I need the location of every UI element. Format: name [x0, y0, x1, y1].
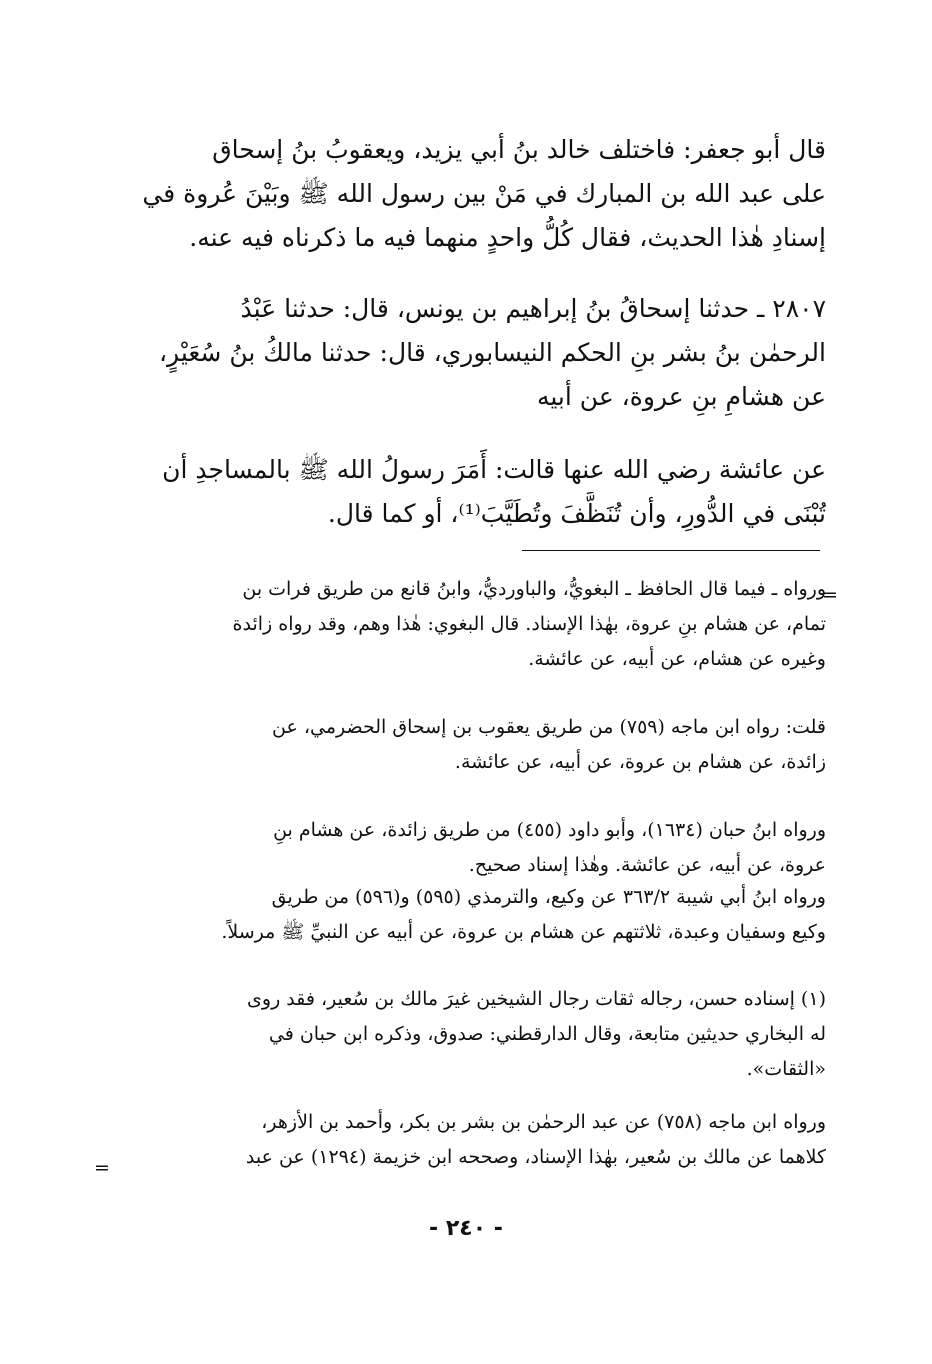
footnote-line: قلت: رواه ابن ماجه (٧٥٩) من طريق يعقوب بن إسحاق الحضرمي، عن [272, 716, 826, 738]
footnote-divider [522, 550, 820, 551]
page-number: - ٢٤٠ - [429, 1216, 503, 1241]
text-line: قال أبو جعفر: فاختلف خالد بنُ أبي يزيد، ويعقوبُ بنُ إسحاق [212, 135, 826, 164]
footnote-paragraph-5 [112, 982, 826, 1087]
continuation-mark-bottom: = [94, 1157, 110, 1179]
main-paragraph-1 [112, 128, 826, 260]
footnote-line: ورواه ابن ماجه (٧٥٨) عن عبد الرحمٰن بن بشر بن بكر، وأحمد بن الأزهر، [261, 1111, 826, 1133]
text-line: عن عائشة رضي الله عنها قالت: أَمَرَ رسولُ الله ﷺ بالمساجدِ أن [162, 455, 826, 484]
text-line: ٢٨٠٧ ـ حدثنا إسحاقُ بنُ إبراهيم بن يونس، قال: حدثنا عَبْدُ [240, 294, 826, 323]
footnote-line: وغيره عن هشام، عن أبيه، عن عائشة. [528, 648, 826, 670]
text-line: الرحمٰن بنُ بشر بنِ الحكم النيسابوري، قال: حدثنا مالكُ بنُ سُعَيْرٍ، [158, 338, 826, 367]
text-line: عن هشامِ بنِ عروة، عن أبيه [536, 382, 826, 411]
text-line: على عبد الله بن المبارك في مَنْ بين رسول الله ﷺ وبَيْنَ عُروة في [142, 179, 826, 208]
footnote-paragraph-2 [112, 710, 826, 780]
footnote-line: له البخاري حديثين متابعة، وقال الدارقطني: صدوق، وذكره ابن حبان في [268, 1023, 826, 1045]
main-paragraph-3 [112, 448, 826, 536]
footnote-line: عروة، عن أبيه، عن عائشة. وهٰذا إسناد صحيح. [468, 854, 826, 876]
text-line: إسنادِ هٰذا الحديث، فقال كُلُّ واحدٍ منهما فيه ما ذكرناه فيه عنه. [189, 223, 826, 252]
footnote-paragraph-4 [112, 880, 826, 950]
footnote-line: كلاهما عن مالك بن سُعير، بهٰذا الإسناد، وصححه ابن خزيمة (١٢٩٤) عن عبد [245, 1146, 826, 1168]
footnote-line: زائدة، عن هشام بن عروة، عن أبيه، عن عائشة. [454, 751, 826, 773]
footnote-line: وكيع وسفيان وعبدة، ثلاثتهم عن هشام بن عروة، عن أبيه عن النبيِّ ﷺ مرسلاً. [221, 921, 826, 943]
footnote-paragraph-3 [112, 813, 826, 883]
continuation-mark-top: = [822, 584, 838, 606]
footnote-paragraph-1 [112, 572, 826, 677]
footnote-line: ورواه ابنُ أبي شيبة ٣٦٣/٢ عن وكيع، والترمذي (٥٩٥) و(٥٩٦) من طريق [271, 886, 826, 908]
footnote-paragraph-6 [112, 1105, 826, 1175]
footnote-line: ورواه ـ فيما قال الحافظ ـ البغويُّ، والباورديُّ، وابنُ قانع من طريق فرات بن [242, 578, 826, 600]
main-paragraph-2 [112, 287, 826, 419]
footnote-line: «الثقات». [746, 1058, 826, 1080]
text-line: تُبْنَى في الدُّورِ، وأن تُنَظَّفَ وتُطَيَّبَ⁽¹⁾، أو كما قال. [327, 499, 826, 528]
footnote-line: تمام، عن هشام بنِ عروة، بهٰذا الإسناد. قال البغوي: هٰذا وهم، وقد رواه زائدة [232, 613, 826, 635]
footnote-line: ورواه ابنُ حبان (١٦٣٤)، وأبو داود (٤٥٥) من طريق زائدة، عن هشام بنِ [273, 819, 826, 841]
footnote-line: (١) إسناده حسن، رجاله ثقات رجال الشيخين غيرَ مالك بن سُعير، فقد روى [247, 988, 826, 1010]
